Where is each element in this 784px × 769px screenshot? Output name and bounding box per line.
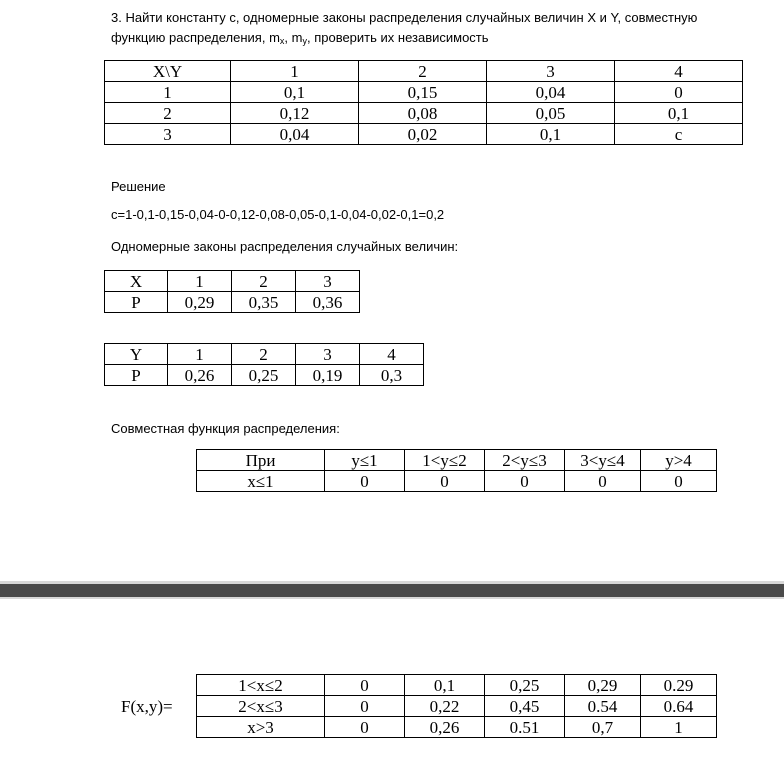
table-cell: 1 xyxy=(168,344,232,365)
table-cell: 4 xyxy=(360,344,424,365)
solution-label: Решение xyxy=(111,179,166,194)
table-cell: Y xyxy=(105,344,168,365)
joint-cdf-heading: Совместная функция распределения: xyxy=(111,421,340,436)
constant-formula: c=1-0,1-0,15-0,04-0-0,12-0,08-0,05-0,1-0,04-0,02-0,1=0,2 xyxy=(111,207,445,222)
table-row xyxy=(197,675,717,696)
table-cell: X xyxy=(105,271,168,292)
task-line-2-start: функцию распределения, m xyxy=(111,30,280,45)
table-cell: 1<y≤2 xyxy=(405,450,485,471)
task-line-1: 3. Найти константу с, одномерные законы распределения случайных величин X и Y, совместную xyxy=(111,10,698,25)
table-cell: 1 xyxy=(641,717,717,738)
table-cell: 0.54 xyxy=(565,696,641,717)
table-row xyxy=(197,717,717,738)
table-row xyxy=(105,365,424,386)
table-cell: 3 xyxy=(105,124,231,145)
table-cell: 1<x≤2 xyxy=(197,675,325,696)
table-cell: 2 xyxy=(105,103,231,124)
cdf-table-top xyxy=(196,449,717,492)
table-cell: 4 xyxy=(615,61,743,82)
table-cell: 0.64 xyxy=(641,696,717,717)
task-line-2-end: , проверить их независимость xyxy=(306,30,489,45)
table-cell: 0,02 xyxy=(359,124,487,145)
table-cell: 3<y≤4 xyxy=(565,450,641,471)
table-cell: 0 xyxy=(405,471,485,492)
table-header-row xyxy=(105,61,743,82)
table-cell: 1 xyxy=(168,271,232,292)
table-cell: y>4 xyxy=(641,450,717,471)
task-line-2 xyxy=(111,28,751,51)
table-header-row xyxy=(105,344,424,365)
table-cell: 2<y≤3 xyxy=(485,450,565,471)
x-distribution-table xyxy=(104,270,360,313)
table-cell: 0,45 xyxy=(485,696,565,717)
table-cell: 0 xyxy=(325,696,405,717)
table-cell: 0 xyxy=(565,471,641,492)
table-cell: 0,08 xyxy=(359,103,487,124)
table-cell: x≤1 xyxy=(197,471,325,492)
table-cell: 3 xyxy=(296,344,360,365)
marginals-heading: Одномерные законы распределения случайных величин: xyxy=(111,239,459,254)
table-cell: 0,12 xyxy=(231,103,359,124)
table-cell: X\Y xyxy=(105,61,231,82)
table-cell: 0 xyxy=(325,717,405,738)
table-cell: 0 xyxy=(325,675,405,696)
table-header-row xyxy=(197,450,717,471)
table-cell: 0,29 xyxy=(565,675,641,696)
joint-probability-table xyxy=(104,60,743,145)
table-row xyxy=(105,103,743,124)
table-cell: 0,3 xyxy=(360,365,424,386)
table-cell: 2 xyxy=(359,61,487,82)
table-cell: 0,26 xyxy=(168,365,232,386)
table-cell: P xyxy=(105,365,168,386)
table-cell: 0,36 xyxy=(296,292,360,313)
table-cell: 0,29 xyxy=(168,292,232,313)
table-cell: 0 xyxy=(485,471,565,492)
table-row xyxy=(105,124,743,145)
table-cell: 0,1 xyxy=(405,675,485,696)
table-cell: 0.29 xyxy=(641,675,717,696)
table-cell: 0,15 xyxy=(359,82,487,103)
table-row xyxy=(197,696,717,717)
table-cell: 0,1 xyxy=(487,124,615,145)
table-cell: 1 xyxy=(231,61,359,82)
table-cell: 0,05 xyxy=(487,103,615,124)
table-row xyxy=(105,82,743,103)
table-row xyxy=(197,471,717,492)
table-cell: 0 xyxy=(325,471,405,492)
page-separator xyxy=(0,581,784,599)
table-cell: 0,26 xyxy=(405,717,485,738)
table-cell: 0,22 xyxy=(405,696,485,717)
table-cell: y≤1 xyxy=(325,450,405,471)
table-cell: 0 xyxy=(615,82,743,103)
subscript-y: y xyxy=(302,36,307,46)
table-cell: 0.51 xyxy=(485,717,565,738)
table-cell: 0,04 xyxy=(231,124,359,145)
table-cell: 0,1 xyxy=(615,103,743,124)
table-cell: x>3 xyxy=(197,717,325,738)
table-cell: 2 xyxy=(232,344,296,365)
table-cell: 0,19 xyxy=(296,365,360,386)
cdf-table-bottom xyxy=(196,674,717,738)
table-cell: 0,25 xyxy=(232,365,296,386)
table-cell: 3 xyxy=(487,61,615,82)
y-distribution-table xyxy=(104,343,424,386)
table-cell: 2<x≤3 xyxy=(197,696,325,717)
cdf-label: F(x,y)= xyxy=(121,697,173,716)
table-cell: 0,7 xyxy=(565,717,641,738)
task-comma: , m xyxy=(284,30,303,45)
table-cell: 0,35 xyxy=(232,292,296,313)
table-cell: 1 xyxy=(105,82,231,103)
table-header-row xyxy=(105,271,360,292)
table-cell: P xyxy=(105,292,168,313)
subscript-x: x xyxy=(279,36,285,46)
table-cell: 3 xyxy=(296,271,360,292)
table-cell: 2 xyxy=(232,271,296,292)
table-cell: 0,04 xyxy=(487,82,615,103)
table-row xyxy=(105,292,360,313)
table-cell: 0,1 xyxy=(231,82,359,103)
table-cell: c xyxy=(615,124,743,145)
table-cell: 0 xyxy=(641,471,717,492)
task-statement xyxy=(111,8,751,51)
table-cell: 0,25 xyxy=(485,675,565,696)
table-cell: При xyxy=(197,450,325,471)
